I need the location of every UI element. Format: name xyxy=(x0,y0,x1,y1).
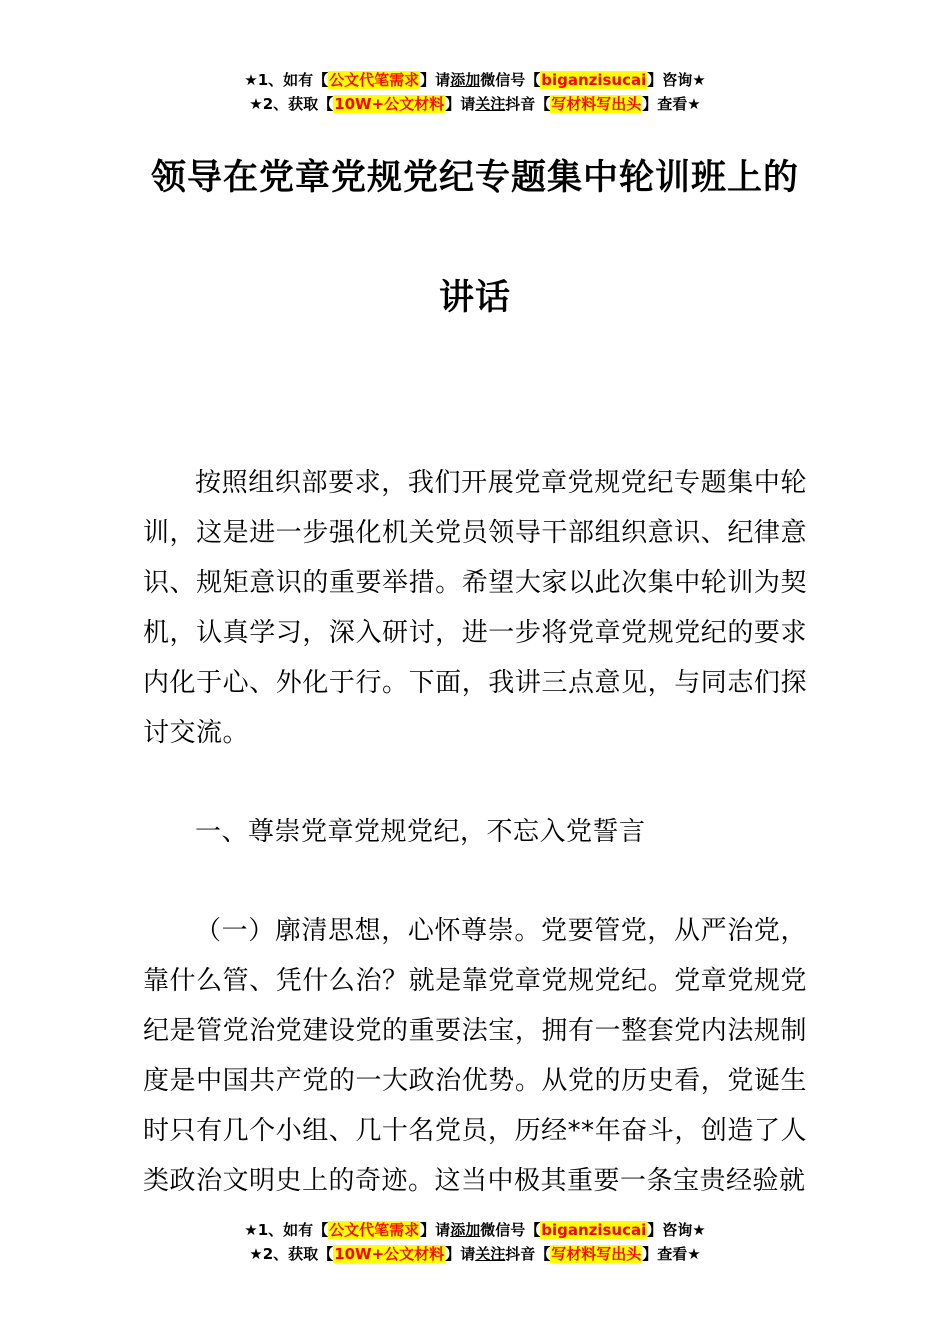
banner-text: ★1、如有【 xyxy=(244,1221,329,1239)
document-title-line-1: 领导在党章党规党纪专题集中轮训班上的 xyxy=(150,158,799,198)
banner-text: ★2、获取【 xyxy=(249,1245,334,1263)
banner-text: ★1、如有【 xyxy=(244,71,329,89)
banner-underlined: 关注 xyxy=(475,1245,506,1263)
banner-highlight: biganzisucai xyxy=(541,71,647,89)
banner-line-2 xyxy=(0,92,950,116)
banner-text: 】查看★ xyxy=(642,95,701,113)
banner-line-2 xyxy=(0,1242,950,1266)
banner-line-1 xyxy=(0,1218,950,1242)
banner-highlight: biganzisucai xyxy=(541,1221,647,1239)
banner-text: 】请 xyxy=(445,1245,476,1263)
banner-highlight: 公文代笔需求 xyxy=(329,71,420,89)
banner-text: 】请 xyxy=(445,95,476,113)
banner-text: 】请 xyxy=(420,1221,451,1239)
banner-text: 】咨询★ xyxy=(647,71,706,89)
banner-text: ★2、获取【 xyxy=(249,95,334,113)
banner-text: 】咨询★ xyxy=(647,1221,706,1239)
banner-text: 抖音【 xyxy=(505,1245,551,1263)
banner-highlight: 写材料写出头 xyxy=(551,1245,642,1263)
paragraph-section-1: （一）廓清思想，心怀尊崇。党要管党，从严治党，靠什么管、凭什么治？就是靠党章党规党纪。党章党规党纪是管党治党建设党的重要法宝，拥有一整套党内法规制度是中国共产党的一大政治优势。从党的历史看，党诞生时只有几个小组、几十名党员，历经**年奋斗，创造了人类政治文明史上的奇迹。这当中极其重要一条宝贵经验就 xyxy=(143,916,807,1196)
banner-text: 】请 xyxy=(420,71,451,89)
banner-highlight: 10W+公文材料 xyxy=(334,1245,445,1263)
document-title-line-2: 讲话 xyxy=(438,278,511,318)
banner-text: 】查看★ xyxy=(642,1245,701,1263)
paragraph-intro: 按照组织部要求，我们开展党章党规党纪专题集中轮训，这是进一步强化机关党员领导干部组织意识、纪律意识、规矩意识的重要举措。希望大家以此次集中轮训为契机，认真学习，深入研讨，进一步将党章党规党纪的要求内化于心、外化于行。下面，我讲三点意见，与同志们探讨交流。 xyxy=(143,468,807,748)
section-heading: 一、尊崇党章党规党纪，不忘入党誓言 xyxy=(195,817,646,847)
banner-underlined: 添加 xyxy=(450,1221,481,1239)
footer-banner xyxy=(0,1218,950,1266)
banner-line-1 xyxy=(0,68,950,92)
banner-text: 微信号【 xyxy=(480,1221,541,1239)
banner-text: 微信号【 xyxy=(480,71,541,89)
banner-text: 抖音【 xyxy=(505,95,551,113)
banner-underlined: 添加 xyxy=(450,71,481,89)
banner-underlined: 关注 xyxy=(475,95,506,113)
banner-highlight: 10W+公文材料 xyxy=(334,95,445,113)
banner-highlight: 写材料写出头 xyxy=(551,95,642,113)
banner-highlight: 公文代笔需求 xyxy=(329,1221,420,1239)
header-banner xyxy=(0,68,950,116)
